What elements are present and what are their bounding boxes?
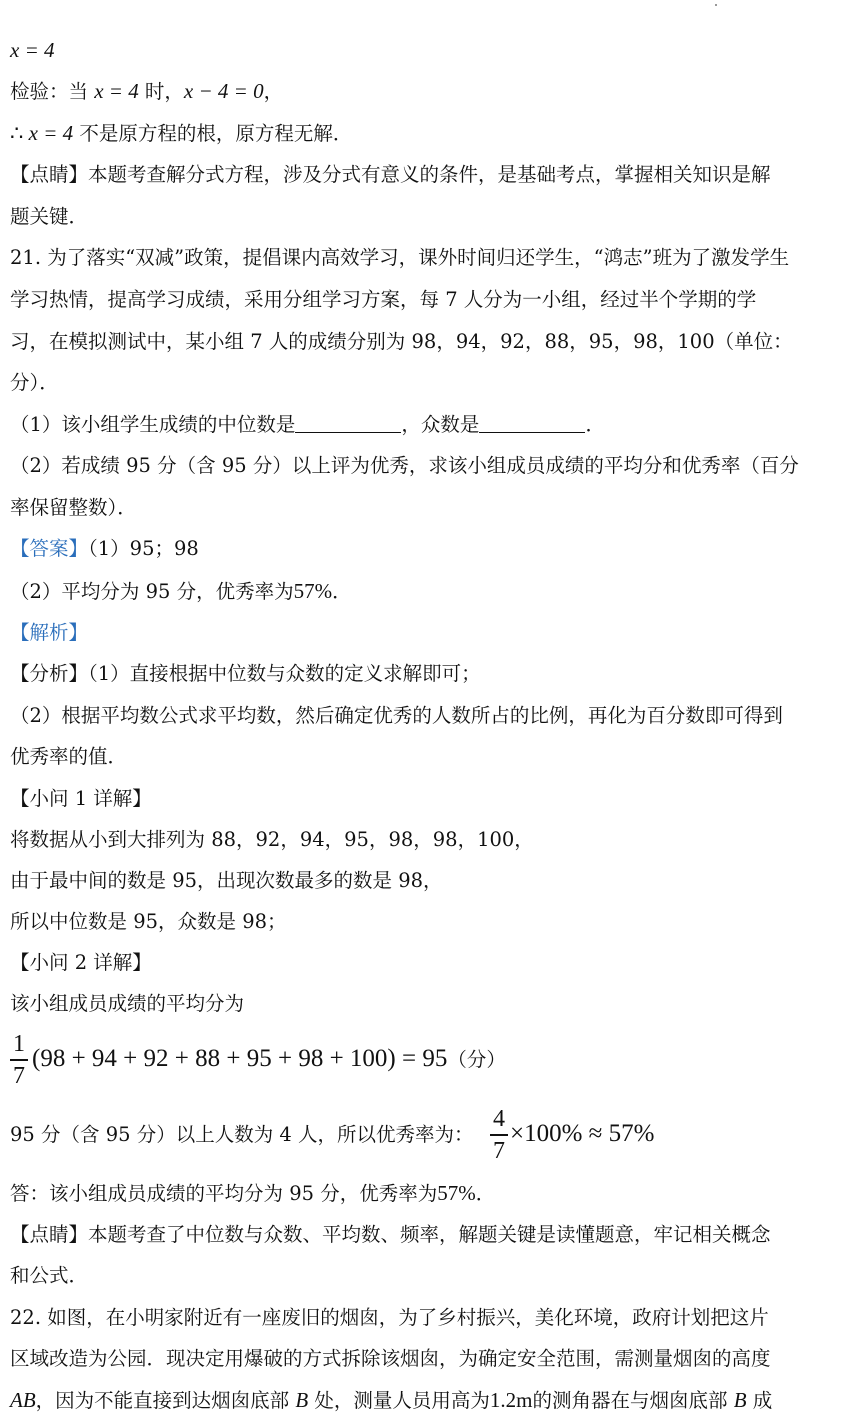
mean-formula: (98 + 94 + 92 + 88 + 95 + 98 + 100) = 95（分） [32, 1045, 506, 1072]
fraction-one-seventh: 1 7 [10, 1030, 28, 1090]
line-review-1: 【点睛】本题考查解分式方程，涉及分式有意义的条件，是基础考点，掌握相关知识是解 [10, 163, 771, 186]
q22-stem-3: AB，因为不能直接到达烟囱底部 B 处，测量人员用高为1.2m的测角器在与烟囱底部 B 成 [10, 1388, 773, 1412]
q21-part2-1: （2）若成绩 95 分（含 95 分）以上评为优秀，求该小组成员成绩的平均分和优秀率（百分 [10, 454, 799, 477]
sub-q1-line-3: 所以中位数是 95，众数是 98； [10, 910, 287, 933]
mode-blank [479, 414, 585, 433]
q21-part2-2: 率保留整数）． [10, 496, 137, 519]
q21-stem-1: 21. 为了落实“双减”政策，提倡课内高效学习，课外时间归还学生，“鸿志”班为了激发学生 [10, 246, 790, 269]
q21-stem-3: 习，在模拟测试中，某小组 7 人的成绩分别为 98，94，92，88，95，98，100（单位： [10, 330, 793, 353]
sub-q1-line-1: 将数据从小到大排列为 88，92，94，95，98，98，100， [10, 828, 534, 851]
sub-q2-line-1: 该小组成员成绩的平均分为 [10, 992, 245, 1015]
answer-line-2: （2）平均分为 95 分，优秀率为57%． [10, 579, 352, 603]
q21-part1: （1）该小组学生成绩的中位数是 ，众数是 ． [10, 413, 605, 436]
sub-q2-heading: 【小问 2 详解】 [10, 951, 152, 974]
answer-label: 【答案】 [10, 537, 89, 560]
line-conclusion: ∴ x = 4 不是原方程的根，原方程无解． [10, 121, 353, 145]
q22-stem-2: 区域改造为公园．现决定用爆破的方式拆除该烟囱，为确定安全范围，需测量烟囱的高度 [10, 1347, 771, 1370]
sub-q1-heading: 【小问 1 详解】 [10, 787, 152, 810]
analysis-line-1: 【分析】（1）直接根据中位数与众数的定义求解即可； [10, 662, 481, 685]
fraction-four-sevenths: 4 7 [490, 1105, 508, 1165]
line-check: 检验：当 x = 4 时，x − 4 = 0， [10, 79, 284, 103]
line-x-equals-4: x = 4 [10, 38, 55, 62]
review-2-line-2: 和公式． [10, 1264, 89, 1287]
final-answer: 答：该小组成员成绩的平均分为 95 分，优秀率为57%． [10, 1181, 496, 1205]
q21-stem-4: 分）． [10, 371, 59, 394]
analysis-line-3: 优秀率的值． [10, 745, 128, 768]
excellent-rate-text: 95 分（含 95 分）以上人数为 4 人，所以优秀率为： [10, 1123, 474, 1146]
scan-speck [715, 4, 717, 6]
excellent-rate-formula: ×100% ≈ 57% [510, 1120, 655, 1147]
analysis-label: 【解析】 [10, 621, 89, 644]
q21-stem-2: 学习热情，提高学习成绩，采用分组学习方案，每 7 人分为一小组，经过半个学期的学 [10, 288, 757, 311]
review-2-line-1: 【点睛】本题考查了中位数与众数、平均数、频率，解题关键是读懂题意，牢记相关概念 [10, 1223, 771, 1246]
analysis-line-2: （2）根据平均数公式求平均数，然后确定优秀的人数所占的比例，再化为百分数即可得到 [10, 704, 783, 727]
answer-line-1: 【答案】（1）95；98 [10, 537, 199, 560]
q22-stem-1: 22. 如图，在小明家附近有一座废旧的烟囱，为了乡村振兴，美化环境，政府计划把这片 [10, 1306, 769, 1329]
median-blank [295, 414, 401, 433]
line-review-2: 题关键． [10, 205, 89, 228]
sub-q1-line-2: 由于最中间的数是 95，出现次数最多的数是 98， [10, 869, 443, 892]
